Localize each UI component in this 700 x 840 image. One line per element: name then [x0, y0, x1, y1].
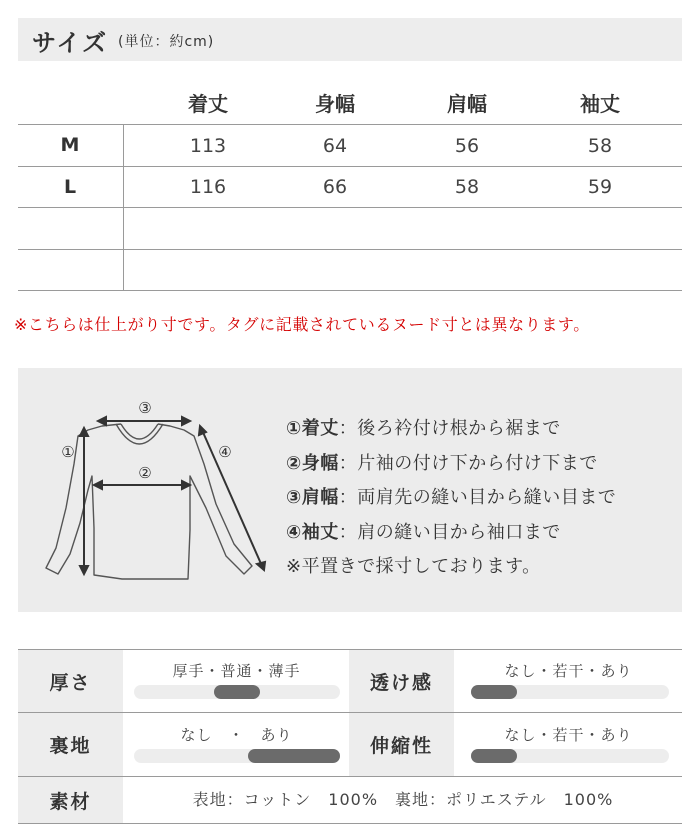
measurement-panel: [18, 368, 682, 612]
legend-item-width: [286, 447, 616, 482]
sleeve-arrow: [202, 430, 262, 566]
arrowhead: [94, 481, 102, 489]
legend-item-shoulder: [286, 481, 616, 516]
cell-l-sleeve: 59: [587, 176, 613, 198]
table-column-divider: [123, 124, 124, 290]
arrowhead: [80, 428, 88, 436]
garment-diagram: [18, 368, 278, 612]
legend-term: ③肩幅: [286, 487, 339, 508]
column-header-length: 着丈: [188, 92, 228, 116]
marker-shoulder: ③: [138, 399, 152, 417]
section-title: サイズ: [32, 29, 109, 57]
cell-l-shoulder: 58: [454, 176, 480, 198]
stretch-options: なし・若干・あり: [504, 726, 633, 744]
label-material: 素材: [18, 777, 123, 823]
arrowhead: [257, 562, 265, 570]
unit-label: (単位：約cm): [118, 34, 215, 50]
legend-item-length: [286, 412, 616, 447]
arrowhead: [199, 426, 206, 435]
arrowhead: [80, 566, 88, 574]
column-header-sleeve: 袖丈: [580, 92, 620, 116]
column-header-shoulder: 肩幅: [447, 92, 487, 116]
column-header-width: 身幅: [315, 92, 355, 116]
arrowhead: [182, 417, 190, 425]
table-divider: [18, 124, 682, 125]
arrowhead: [98, 417, 106, 425]
legend-desc: ：両肩先の縫い目から縫い目まで: [338, 487, 617, 508]
legend-term: ①着丈: [286, 418, 339, 439]
marker-width: ②: [138, 464, 152, 482]
sheerness-indicator: [471, 685, 517, 699]
lining-indicator: [248, 749, 340, 763]
marker-sleeve: ④: [218, 443, 232, 461]
cell-m-sleeve: 58: [587, 135, 613, 157]
size-header: [18, 18, 682, 61]
table-divider: [18, 290, 682, 291]
label-lining: 裏地: [18, 713, 123, 776]
sheerness-options: なし・若干・あり: [504, 662, 633, 680]
cell-m-width: 64: [322, 135, 348, 157]
legend-desc: ：肩の縫い目から袖口まで: [338, 521, 561, 543]
row-label-m: M: [60, 134, 80, 156]
thickness-options: 厚手・普通・薄手: [172, 662, 301, 680]
table-divider: [18, 823, 682, 824]
table-divider: [18, 166, 682, 167]
measurement-footnote: ※平置きで採寸しております。: [286, 556, 541, 577]
cell-m-shoulder: 56: [454, 135, 480, 157]
stretch-indicator: [471, 749, 517, 763]
cell-m-length: 113: [189, 135, 227, 157]
lining-options: なし ・ あり: [180, 726, 293, 744]
table-divider: [18, 207, 682, 208]
thickness-indicator: [214, 685, 260, 699]
legend-term: ②身幅: [286, 452, 339, 474]
label-stretch: 伸縮性: [349, 713, 454, 776]
legend-desc: ：片袖の付け下から付け下まで: [338, 452, 598, 474]
arrowhead: [182, 481, 190, 489]
cell-l-length: 116: [189, 176, 227, 198]
table-divider: [18, 249, 682, 250]
material-value: 表地：コットン 100% 裏地：ポリエステル 100%: [192, 790, 614, 809]
measurement-legend: [286, 412, 616, 585]
size-note: ※こちらは仕上がり寸です。タグに記載されているヌード寸とは異なります。: [14, 315, 590, 334]
legend-term: ④袖丈: [286, 521, 339, 543]
cell-l-width: 66: [322, 176, 348, 198]
row-label-l: L: [63, 176, 77, 198]
legend-desc: ：後ろ衿付け根から裾まで: [338, 418, 561, 439]
legend-item-sleeve: [286, 516, 616, 551]
marker-length: ①: [61, 443, 75, 461]
label-sheerness: 透け感: [349, 650, 454, 712]
label-thickness: 厚さ: [18, 650, 123, 712]
